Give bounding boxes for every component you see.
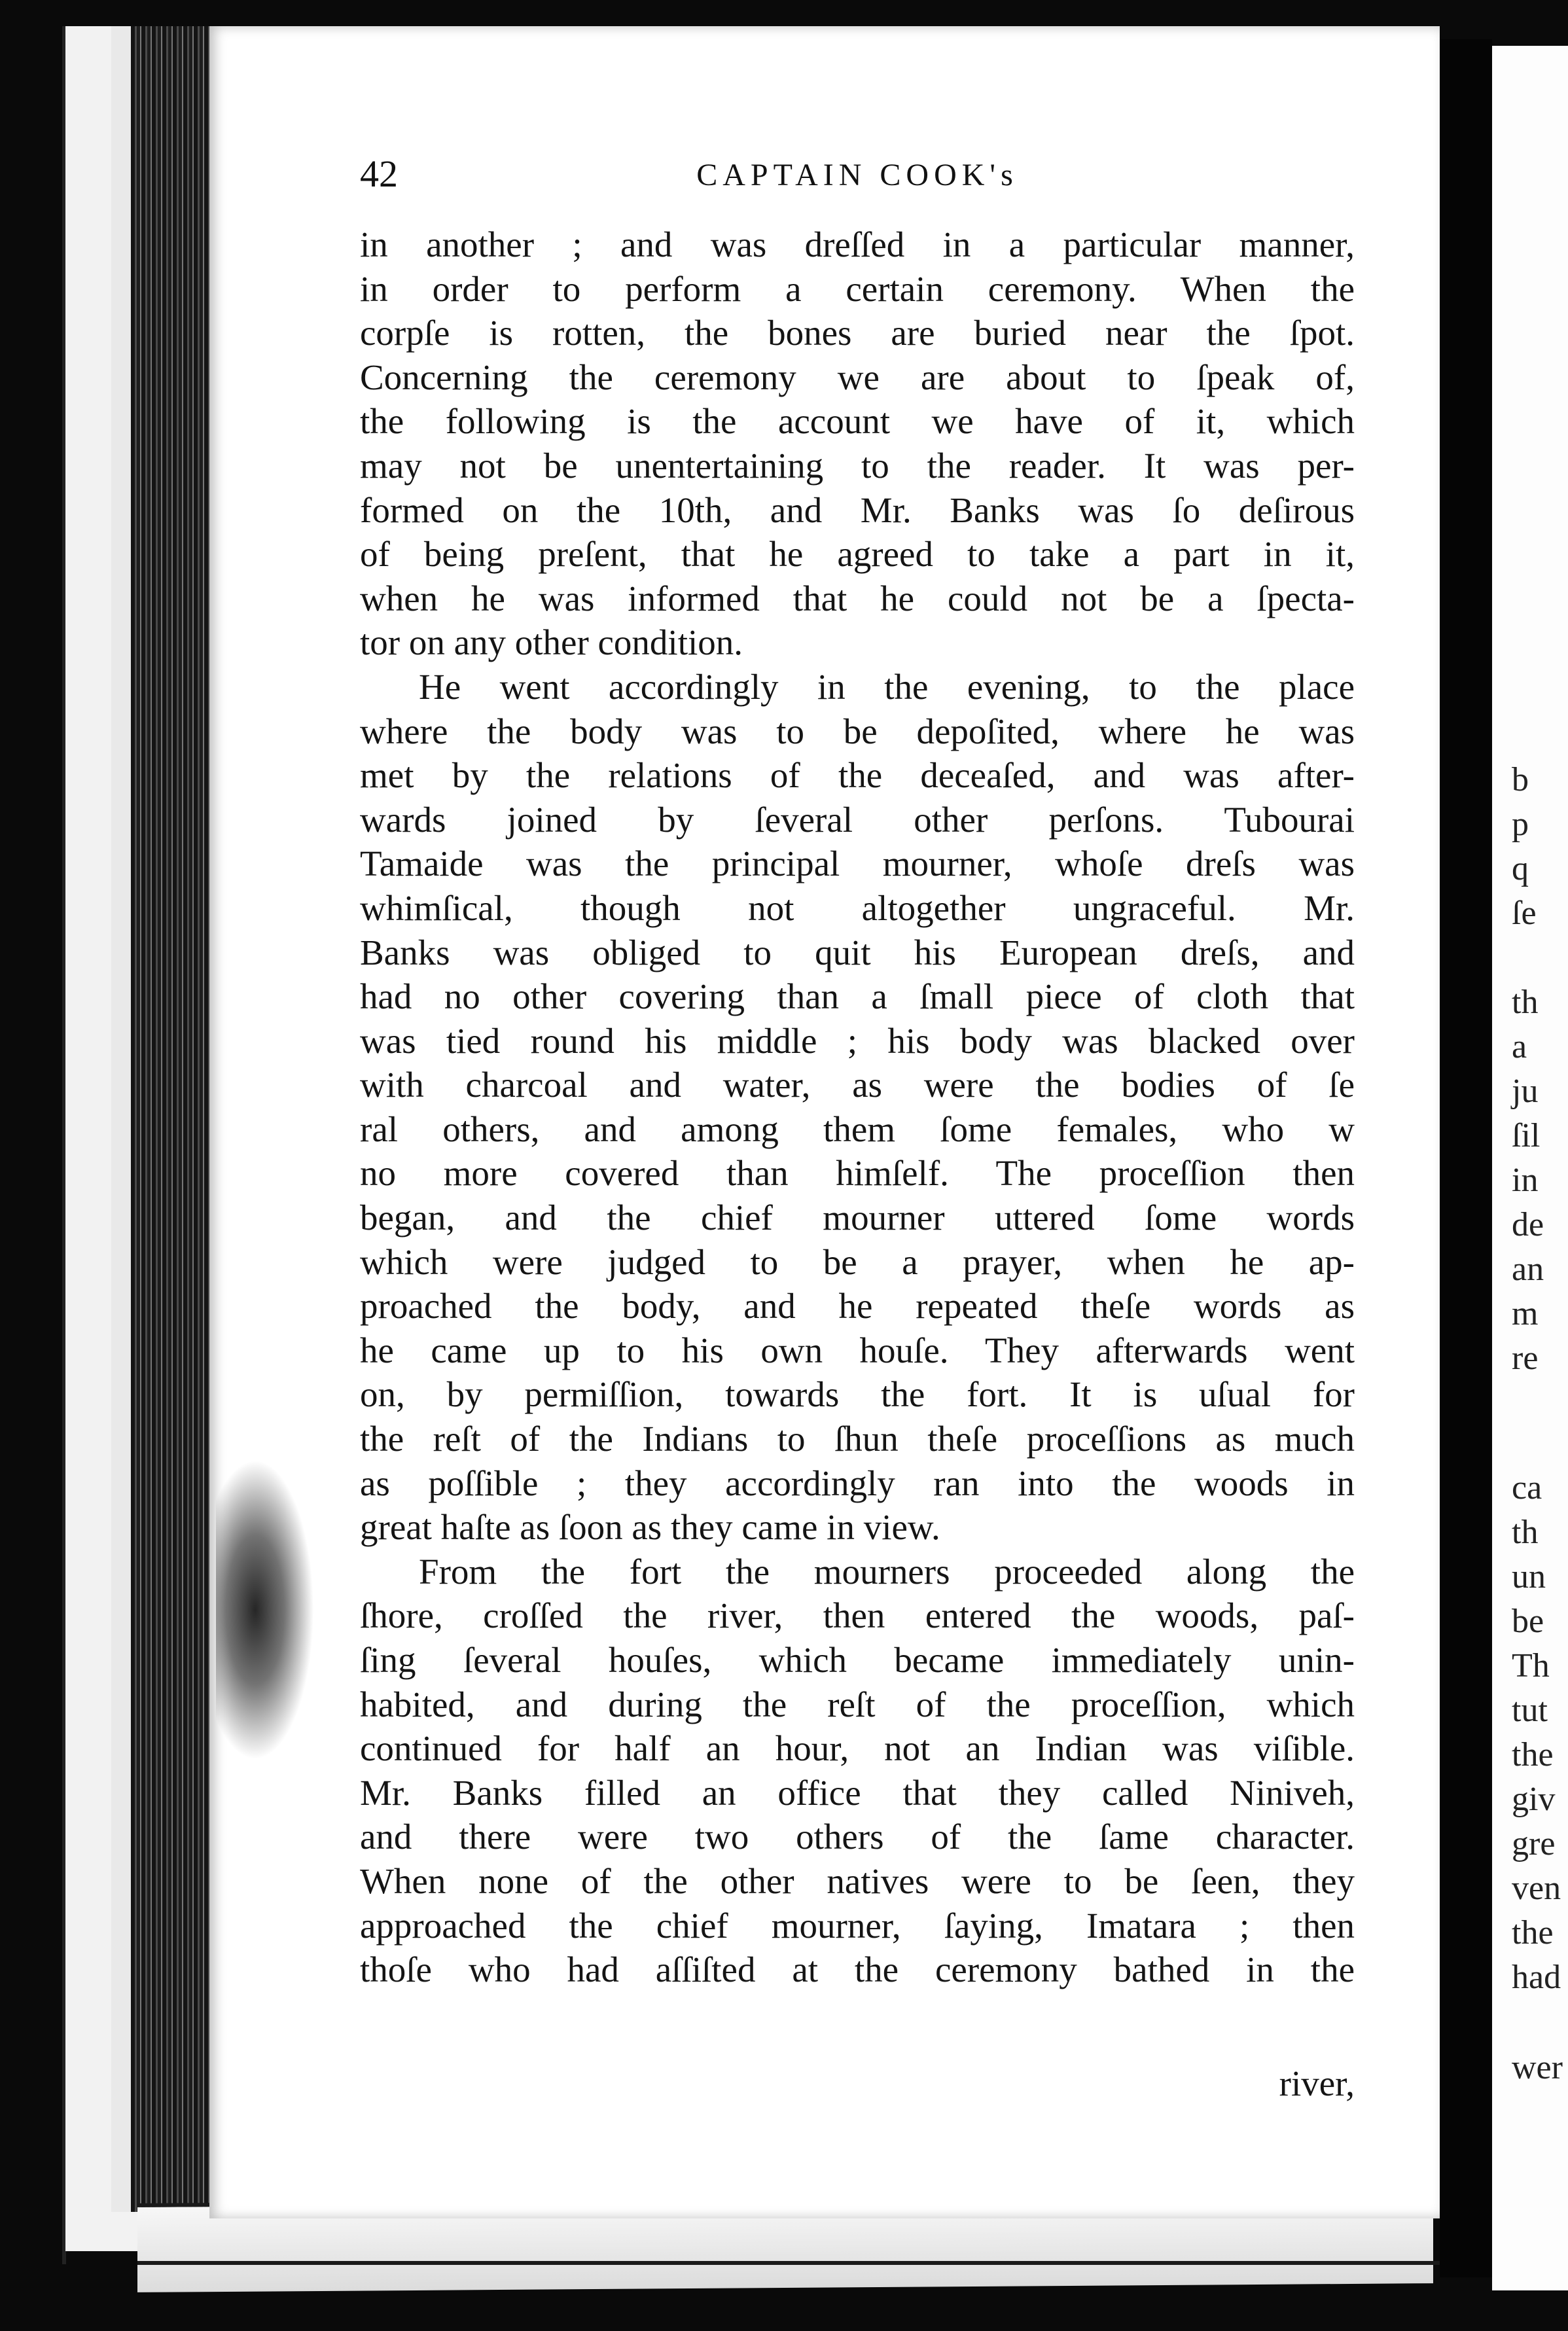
running-head: CAPTAIN COOK's [696, 158, 1018, 192]
bottom-edge-line [137, 2261, 1446, 2265]
text-line: as poſſible ; they accordingly ran into the woods in [360, 1463, 1355, 1503]
next-page-fragment: un [1512, 1558, 1546, 1595]
text-line: had no other covering than a ſmall piece of cloth that [360, 976, 1355, 1017]
next-page-fragment: re [1512, 1340, 1539, 1377]
catchword: river, [1279, 2063, 1355, 2103]
next-page-fragment: gre [1512, 1825, 1556, 1862]
text-line: with charcoal and water, as were the bodies of ſe [360, 1065, 1355, 1105]
text-line: wards joined by ſeveral other perſons. Tubourai [360, 799, 1355, 840]
text-line: the reſt of the Indians to ſhun theſe proceſſions as much [360, 1419, 1355, 1459]
next-page-fragment: ju [1512, 1073, 1539, 1110]
next-page-fragment: ca [1512, 1469, 1542, 1506]
text-line: formed on the 10th, and Mr. Banks was ſo deſirous [360, 489, 1355, 530]
next-page-fragment: m [1512, 1295, 1539, 1332]
next-page-fragment: the [1512, 1914, 1554, 1951]
next-page-fragment: a [1512, 1028, 1527, 1065]
next-page-fragment: ven [1512, 1870, 1561, 1907]
text-line: when he was informed that he could not be a ſpecta- [360, 578, 1355, 618]
text-line: Banks was obliged to quit his European dreſs, and [360, 932, 1355, 972]
page-header [360, 152, 1355, 211]
next-page-fragment: b [1512, 761, 1529, 798]
next-page-fragment: ſe [1512, 895, 1537, 932]
text-line: ſing ſeveral houſes, which became immediately unin- [360, 1640, 1355, 1680]
next-page-fragment: th [1512, 1514, 1539, 1551]
text-line: He went accordingly in the evening, to the place [419, 666, 1355, 707]
text-line: corpſe is rotten, the bones are buried near the ſpot. [360, 313, 1355, 353]
text-line: on, by permiſſion, towards the fort. It is uſual for [360, 1374, 1355, 1415]
text-line: Tamaide was the principal mourner, whoſe dreſs was [360, 844, 1355, 884]
next-page-fragment: tut [1512, 1692, 1548, 1729]
text-line: began, and the chief mourner uttered ſome words [360, 1198, 1355, 1238]
text-line: ſhore, croſſed the river, then entered the woods, paſ- [360, 1595, 1355, 1636]
text-line: of being preſent, that he agreed to take a part in it, [360, 534, 1355, 575]
text-line: was tied round his middle ; his body was blacked over [360, 1020, 1355, 1061]
text-line: From the fort the mourners proceeded along the [419, 1551, 1355, 1592]
next-page-fragment: be [1512, 1603, 1544, 1640]
text-line: the following is the account we have of it, which [360, 401, 1355, 442]
page-number: 42 [360, 152, 398, 195]
next-page-fragment: ſil [1512, 1117, 1541, 1154]
text-line: which were judged to be a prayer, when he ap- [360, 1241, 1355, 1282]
text-line: continued for half an hour, not an Indian was viſible. [360, 1728, 1355, 1769]
text-line: Concerning the ceremony we are about to ſpeak of, [360, 357, 1355, 397]
text-line: proached the body, and he repeated theſe words as [360, 1286, 1355, 1326]
left-page-edges [65, 26, 137, 2251]
text-line: approached the chief mourner, ſaying, Imatara ; then [360, 1905, 1355, 1946]
text-line: he came up to his own houſe. They afterwards went [360, 1330, 1355, 1370]
text-line: ral others, and among them ſome females, who w [360, 1109, 1355, 1149]
page-gutter [1440, 39, 1492, 2277]
next-page-fragment: p [1512, 806, 1529, 843]
text-line: thoſe who had aſſiſted at the ceremony bathed in the [360, 1949, 1355, 1990]
text-line: Mr. Banks filled an office that they called Niniveh, [360, 1772, 1355, 1813]
text-line: where the body was to be depoſited, where he was [360, 711, 1355, 751]
next-page-fragment: an [1512, 1251, 1544, 1288]
next-page-fragment: q [1512, 850, 1529, 887]
text-line: may not be unentertaining to the reader. It was per- [360, 445, 1355, 486]
next-page-fragment: Th [1512, 1647, 1550, 1684]
next-page-fragment: giv [1512, 1781, 1556, 1818]
next-page-fragment: had [1512, 1959, 1561, 1996]
text-line: great haſte as ſoon as they came in view. [360, 1507, 940, 1548]
text-line: met by the relations of the deceaſed, and was after- [360, 755, 1355, 796]
body-text [360, 222, 1355, 1992]
text-line: no more covered than himſelf. The proceſſion then [360, 1153, 1355, 1194]
text-line: whimſical, though not altogether ungraceful. Mr. [360, 887, 1355, 928]
text-line: in order to perform a certain ceremony. When the [360, 268, 1355, 309]
text-line: in another ; and was dreſſed in a particular manner, [360, 224, 1355, 264]
next-page-fragment: the [1512, 1736, 1554, 1773]
next-page-fragment: de [1512, 1206, 1544, 1243]
next-page-fragment: th [1512, 984, 1539, 1021]
text-line: tor on any other condition. [360, 622, 743, 663]
text-line: When none of the other natives were to be ſeen, they [360, 1860, 1355, 1901]
next-page-fragment: in [1512, 1162, 1539, 1199]
text-line: and there were two others of the ſame character. [360, 1817, 1355, 1857]
text-line: habited, and during the reſt of the proceſſion, which [360, 1684, 1355, 1724]
next-page-fragment: wer [1512, 2049, 1563, 2086]
